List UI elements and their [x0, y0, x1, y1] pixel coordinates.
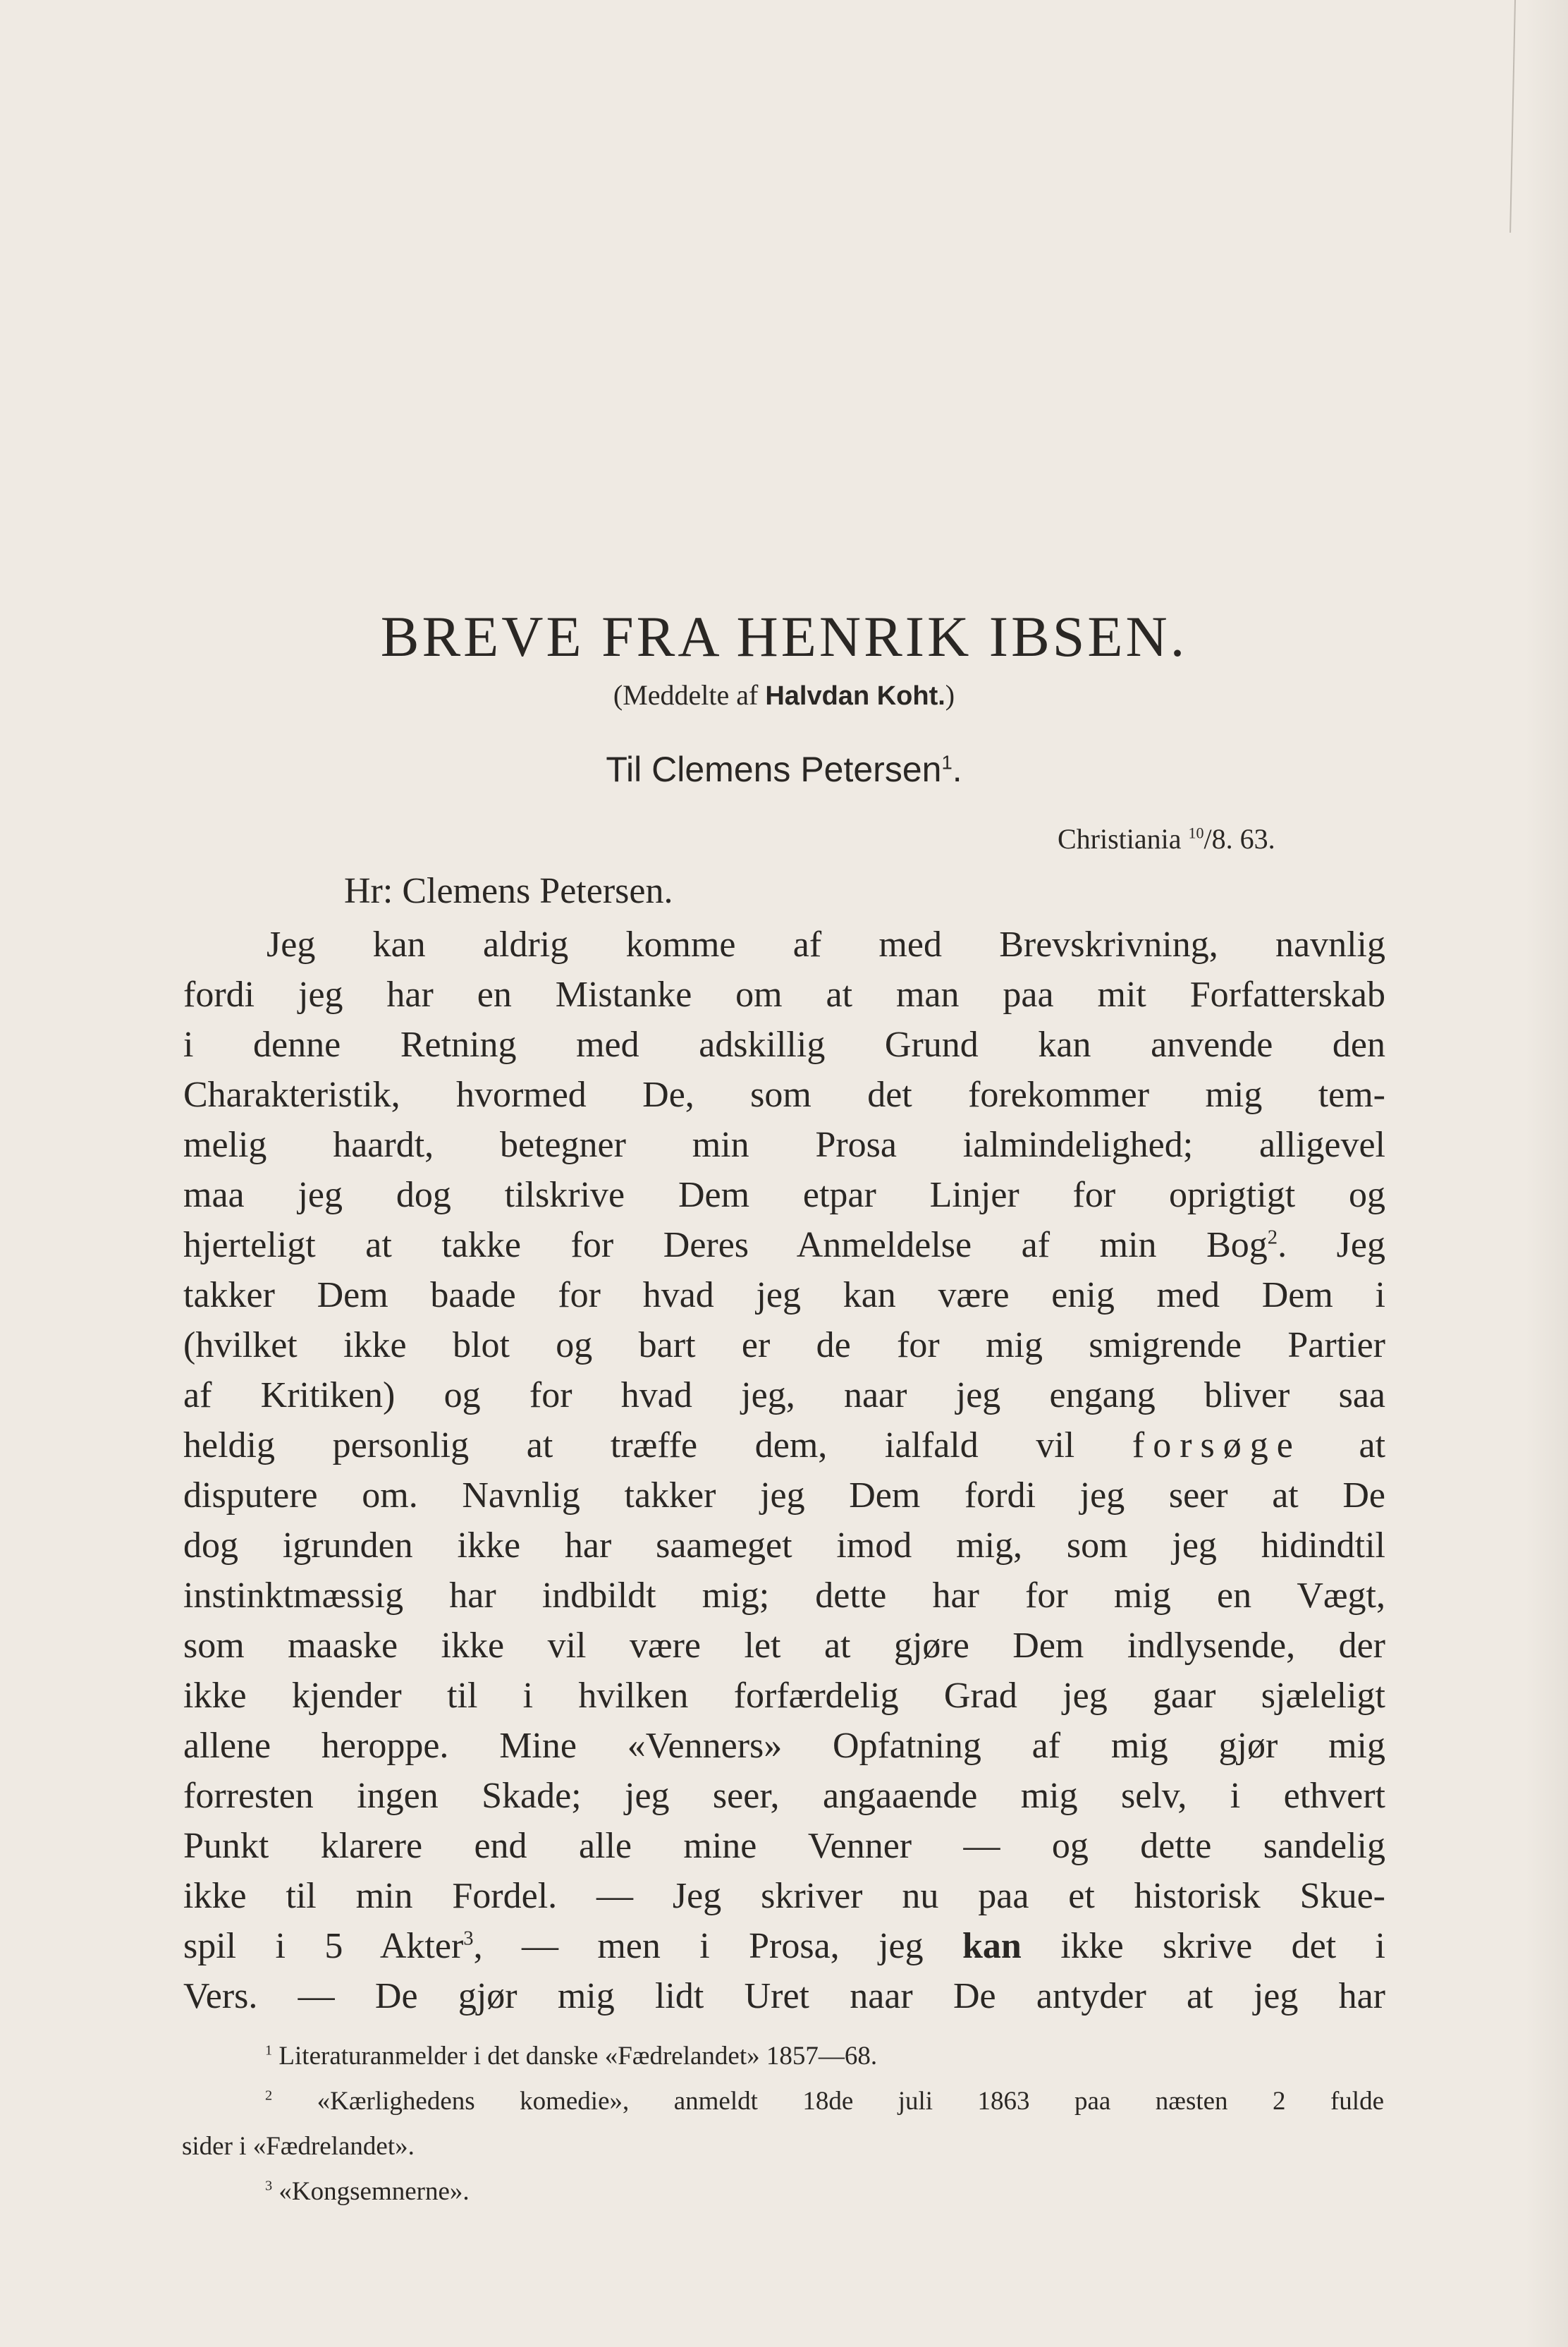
footnote-2-continued: [182, 2124, 1384, 2169]
body-line: forresten ingen Skade; jeg seer, angaaende mig selv, i ethvert: [183, 1776, 1385, 1816]
body-line: (hvilket ikke blot og bart er de for mig smigrende Partier: [183, 1325, 1385, 1365]
body-line: Vers. — De gjør mig lidt Uret naar De antyder at jeg har: [183, 1976, 1385, 2016]
body-line-tail: at: [1301, 1425, 1386, 1465]
body-line-tail: . Jeg: [1278, 1225, 1385, 1265]
body-line: Jeg kan aldrig komme af med Brevskrivning, navnlig: [267, 925, 1385, 965]
body-line: dog igrunden ikke har saameget imod mig, som jeg hidindtil: [183, 1525, 1385, 1566]
subtitle-suffix: ): [945, 679, 955, 711]
body-line: allene heroppe. Mine «Venners» Opfatning af mig gjør mig: [183, 1726, 1385, 1766]
footnote-2: [182, 2079, 1384, 2124]
body-line: af Kritiken) og for hvad jeg, naar jeg engang bliver saa: [183, 1375, 1385, 1415]
bold-word: kan: [962, 1926, 1022, 1966]
body-line: [183, 1220, 1385, 1270]
footnote-text: sider i «Fædrelandet».: [182, 2132, 415, 2161]
dateline-place: Christiania: [1058, 823, 1189, 855]
dateline-rest: /8. 63.: [1203, 823, 1275, 855]
footnote-text: «Kongsemnerne».: [272, 2177, 470, 2206]
footnote-number: 3: [265, 2178, 273, 2194]
body-line: [183, 1921, 1385, 1971]
page-title: BREVE FRA HENRIK IBSEN.: [380, 604, 1188, 669]
footnote-ref: 2: [1267, 1226, 1278, 1249]
heading-end: .: [952, 750, 962, 789]
footnote-1: [182, 2034, 1384, 2079]
footnote-text: Literaturanmelder i det danske «Fædrelandet» 1857—68.: [272, 2042, 878, 2071]
body-line-text: spil i 5 Akter: [183, 1926, 464, 1966]
heading-text: Til Clemens Petersen: [606, 750, 942, 789]
body-line: melig haardt, betegner min Prosa ialmindelighed; alligevel: [183, 1125, 1385, 1165]
salutation: Hr: Clemens Petersen.: [344, 871, 673, 911]
heading-footnote-ref: 1: [941, 751, 953, 774]
body-line: ikke til min Fordel. — Jeg skriver nu paa et historisk Skue-: [183, 1876, 1385, 1916]
section-heading: [0, 752, 1568, 787]
body-line-middle: , — men i Prosa, jeg: [473, 1926, 962, 1966]
body-line: [183, 1420, 1385, 1470]
subtitle-prefix: (Meddelte af: [613, 679, 766, 711]
body-line: Punkt klarere end alle mine Venner — og dette sandelig: [183, 1826, 1385, 1866]
body-line: ikke kjender til i hvilken forfærdelig Grad jeg gaar sjæleligt: [183, 1676, 1385, 1716]
footnotes: [182, 2034, 1384, 2214]
footnote-number: 2: [265, 2087, 273, 2104]
footnote-number: 1: [265, 2042, 273, 2059]
page-edge-line: [1509, 0, 1516, 233]
body-line: instinktmæssig har indbildt mig; dette har for mig en Vægt,: [183, 1575, 1385, 1616]
body-line: maa jeg dog tilskrive Dem etpar Linjer for oprigtigt og: [183, 1175, 1385, 1215]
subtitle-author: Halvdan Koht.: [765, 681, 945, 711]
footnote-text: «Kærlighedens komedie», anmeldt 18de juli 1863 paa næsten 2 fulde: [272, 2087, 1384, 2116]
body-line: Charakteristik, hvormed De, som det forekommer mig tem-: [183, 1075, 1385, 1115]
body-line: disputere om. Navnlig takker jeg Dem fordi jeg seer at De: [183, 1475, 1385, 1516]
footnote-3: [182, 2169, 1384, 2214]
dateline-day: 10: [1188, 824, 1204, 842]
footnote-ref: 3: [463, 1927, 474, 1950]
body-line-text: heldig personlig at træffe dem, ialfald vil: [183, 1425, 1075, 1465]
body-line-text: hjerteligt at takke for Deres Anmeldelse af min Bog: [183, 1225, 1268, 1265]
body-line: fordi jeg har en Mistanke om at man paa mit Forfatterskab: [183, 975, 1385, 1015]
page-edge-shadow: [1526, 0, 1568, 2347]
dateline: [1058, 825, 1275, 853]
body-line: takker Dem baade for hvad jeg kan være enig med Dem i: [183, 1275, 1385, 1315]
body-line: i denne Retning med adskillig Grund kan anvende den: [183, 1025, 1385, 1065]
body-line-tail: ikke skrive det i: [1021, 1926, 1385, 1966]
subtitle: [0, 681, 1568, 709]
body-line: som maaske ikke vil være let at gjøre Dem indlysende, der: [183, 1626, 1385, 1666]
letter-body: [183, 920, 1385, 2021]
emphasized-word: forsøge: [1132, 1425, 1301, 1465]
